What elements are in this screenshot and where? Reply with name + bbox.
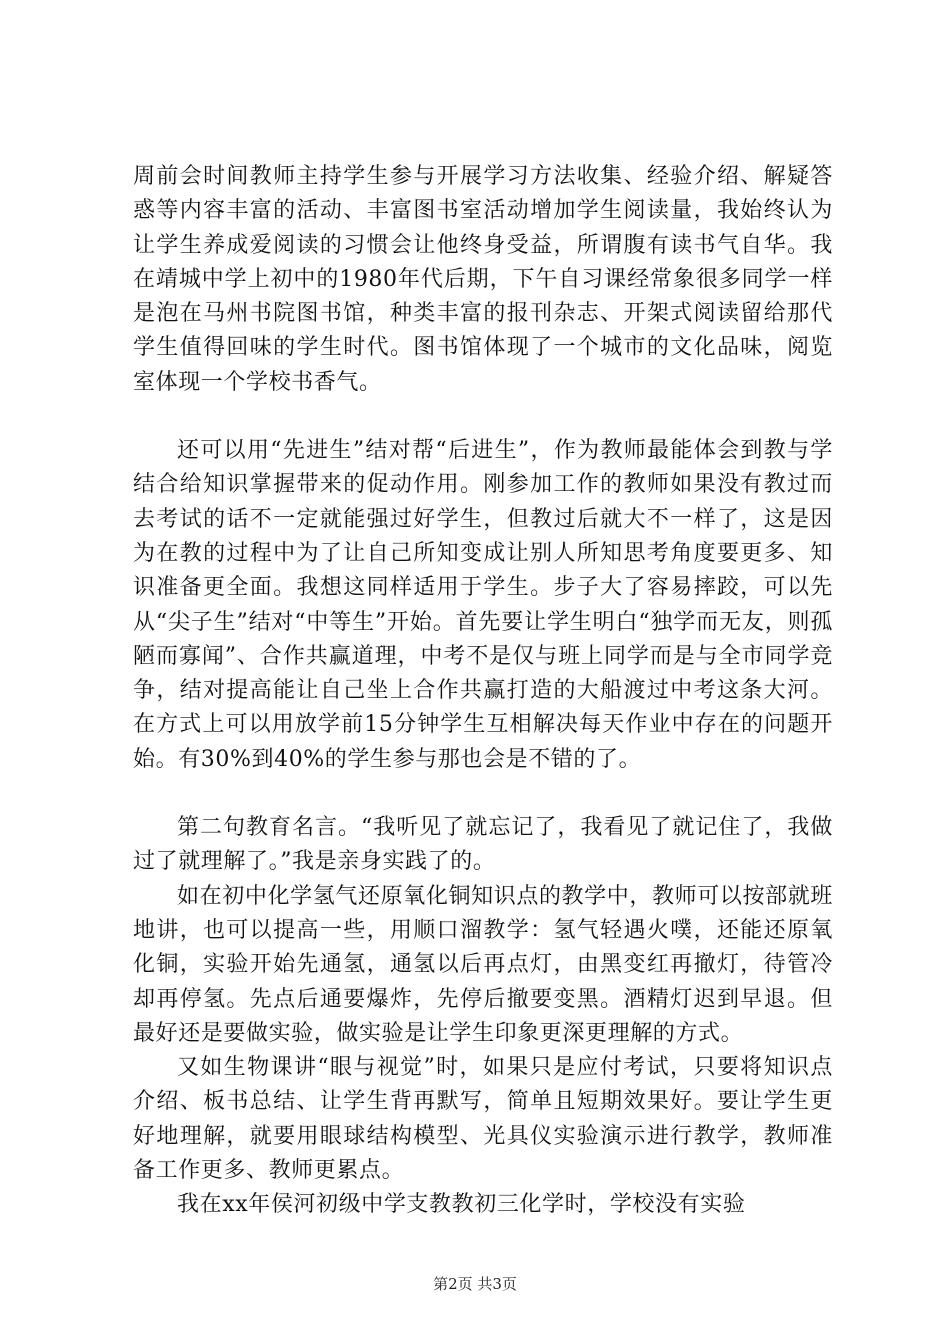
paragraph-library: 周前会时间教师主持学生参与开展学习方法收集、经验介绍、解疑答惑等内容丰富的活动、丰富图书室活动增加学生阅读量，我始终认为让学生养成爱阅读的习惯会让他终身受益，所谓腹有读书气自华。我在靖城中学上初中的1980年代后期，下午自习课经常象很多同学一样是泡在马州书院图书馆，种类丰富的报刊杂志、开架式阅读留给那代学生值得回味的学生时代。图书馆体现了一个城市的文化品味，阅览室体现一个学校书香气。	[133, 164, 833, 395]
paragraph-teaching-support: 我在xx年侯河初级中学支教教初三化学时，学校没有实验	[177, 1192, 746, 1218]
paragraph-biology-example: 又如生物课讲“眼与视觉”时，如果只是应付考试，只要将知识点介绍、板书总结、让学生背再默写，简单且短期效果好。要让学生更好地理解，就要用眼球结构模型、光具仪实验演示进行教学，教师准备工作更多、教师更累点。	[133, 1055, 833, 1184]
paragraph-peer-tutoring: 还可以用“先进生”结对帮“后进生”，作为教师最能体会到教与学结合给知识掌握带来的促动作用。刚参加工作的教师如果没有教过而去考试的话不一定就能强过好学生，但教过后就大不一样了，这是因为在教的过程中为了让自己所知变成让别人所知思考角度要更多、知识准备更全面。我想这同样适用于学生。步子大了容易摔跤，可以先从“尖子生”结对“中等生”开始。首先要让学生明白“独学而无友，则孤陋而寡闻”、合作共赢道理，中考不是仅与班上同学而是与全市同学竞争，结对提高能让自己坐上合作共赢打造的大船渡过中考这条大河。在方式上可以用放学前15分钟学生互相解决每天作业中存在的问题开始。有30%到40%的学生参与那也会是不错的了。	[133, 438, 833, 772]
page-footer: 第2页 共3页	[433, 1275, 517, 1293]
paragraph-chemistry-example: 如在初中化学氢气还原氧化铜知识点的教学中，教师可以按部就班地讲，也可以提高一些，用顺口溜教学：氢气轻遇火噗，还能还原氧化铜，实验开始先通氢，通氢以后再点灯，由黑变红再撤灯，待管冷却再停氢。先点后通要爆炸，先停后撤要变黑。酒精灯迟到早退。但最好还是要做实验，做实验是让学生印象更深更理解的方式。	[133, 883, 833, 1046]
document-body	[133, 160, 833, 1223]
paragraph-second-quote: 第二句教育名言。“我听见了就忘记了，我看见了就记住了，我做过了就理解了。”我是亲身实践了的。	[133, 815, 833, 875]
